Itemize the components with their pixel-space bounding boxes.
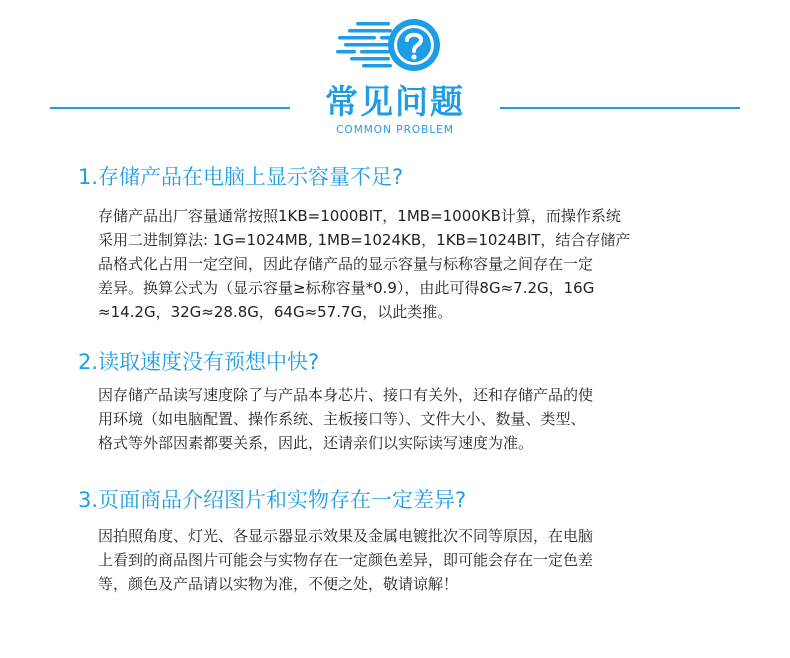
question-mark-speed-icon (336, 14, 448, 76)
header-divider-right (500, 107, 740, 109)
faq-answer-2: 因存储产品读写速度除了与产品本身芯片、接口有关外，还和存储产品的使 用环境（如电脑配置、操作系统、主板接口等）、文件大小、数量、类型、 格式等外部因素都要关系，因此，还请亲们以实际读写速度为准。 (98, 386, 594, 452)
faq-question-2: 2.读取速度没有预想中快? (78, 350, 320, 374)
faq-answer-3: 因拍照角度、灯光、各显示器显示效果及金属电镀批次不同等原因，在电脑 上看到的商品图片可能会与实物存在一定颜色差异，即可能会存在一定色差 等，颜色及产品请以实物为准，不便之处，敬请谅解！ (98, 527, 594, 593)
page-title: 常见问题 (325, 82, 465, 121)
faq-answer-1: 存储产品出厂容量通常按照1KB=1000BIT，1MB=1000KB计算，而操作系统 采用二进制算法: 1G=1024MB, 1MB=1024KB，1KB=1024BIT，结合存储产 品格式化占用一定空间，因此存储产品的显示容量与标称容量之间存在一定 差异。换算公式为（显示容量≥标称容量*0.9），由此可得8G≈7.2G，16G ≈14.2G，32G≈28.8G，64G≈57.7G，以此类推。 (98, 207, 631, 321)
faq-question-3: 3.页面商品介绍图片和实物存在一定差异? (78, 488, 467, 512)
page-subtitle: COMMON PROBLEM (336, 124, 454, 136)
faq-question-1: 1.存储产品在电脑上显示容量不足? (78, 165, 404, 189)
